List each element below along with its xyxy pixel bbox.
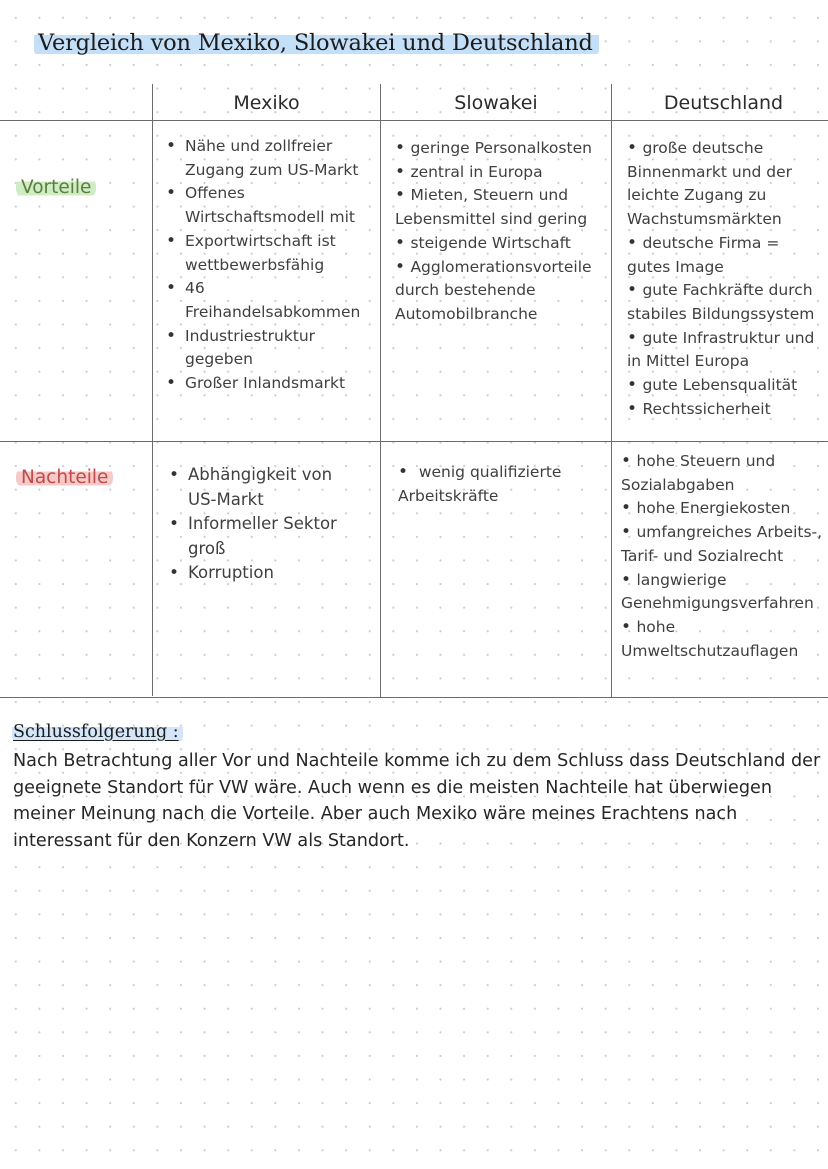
list-item: • wenig qualifizierte Arbeitskräfte [398, 462, 562, 505]
conclusion-heading: Schlussfolgerung : [12, 722, 183, 742]
table-divider-bottom [0, 697, 828, 698]
list-item: • Informeller Sektor groß [167, 512, 348, 561]
pros-list-deutschland [627, 137, 825, 421]
table-column-divider [611, 84, 612, 698]
list-item: • hohe Umweltschutzauflagen [621, 616, 799, 660]
list-item: • langwierige Genehmigungsverfahren [621, 569, 814, 613]
list-item: • Nähe und zollfreier Zugang zum US-Markt [164, 135, 378, 182]
row-label-pros: Vorteile [16, 177, 96, 198]
list-item: • große deutsche Binnenmarkt und der leichte Zugang zu Wachstumsmärkten [627, 138, 793, 229]
pros-list-slowakei [395, 137, 609, 327]
list-item: • Abhängigkeit von US-Markt [167, 463, 348, 512]
page-title: Vergleich von Mexiko, Slowakei und Deutschland [34, 30, 599, 56]
list-item: • gute Fachkräfte durch stabiles Bildungssystem [627, 280, 815, 323]
column-header-slowakei: Slowakei [454, 92, 538, 114]
list-item: • 46 Freihandelsabkommen [164, 277, 335, 324]
conclusion-text: Nach Betrachtung aller Vor und Nachteile komme ich zu dem Schluss dass Deutschland der geeignete Standort für VW wäre. Auch wenn es die meisten Nachteile hat überwiegen meiner Meinung nach die Vorteile. Aber auch Mexiko wäre meines Erachtens nach interessant für den Konzern VW als Standort. [13, 751, 821, 851]
pros-list-mexiko [164, 135, 378, 396]
list-item: • Korruption [167, 561, 367, 586]
list-item: • umfangreiches Arbeits-, Tarif- und Sozialrecht [621, 522, 823, 565]
column-header-mexiko: Mexiko [233, 92, 300, 114]
list-item: • gute Infrastruktur und in Mittel Europa [627, 327, 815, 371]
list-item: • steigende Wirtschaft [395, 232, 571, 253]
list-item: • Rechtssicherheit [627, 398, 771, 419]
table-divider-rows [0, 441, 828, 442]
list-item: • hohe Steuern und Sozialabgaben [621, 451, 776, 494]
cons-list-deutschland [621, 450, 825, 663]
column-header-deutschland: Deutschland [663, 92, 784, 114]
list-item: • Exportwirtschaft ist wettbewerbsfähig [164, 230, 378, 277]
list-item: • zentral in Europa [395, 161, 543, 182]
list-item: • Agglomerationsvorteile durch bestehende Automobilbranche [395, 256, 592, 323]
list-item: • Offenes Wirtschaftsmodell mit [164, 182, 378, 229]
table-divider-header [0, 120, 828, 121]
list-item: • Mieten, Steuern und Lebensmittel sind gering [395, 185, 588, 229]
table-column-divider [380, 84, 381, 698]
row-label-cons: Nachteile [16, 467, 113, 488]
cons-list-mexiko [167, 463, 367, 586]
list-item: • gute Lebensqualität [627, 375, 798, 396]
list-item: • Großer Inlandsmarkt [164, 372, 378, 396]
table-column-divider [152, 84, 153, 696]
list-item: • Industriestruktur gegeben [164, 325, 325, 372]
list-item: • deutsche Firma = gutes Image [627, 232, 780, 276]
list-item: • hohe Energiekosten [621, 498, 791, 519]
list-item: • geringe Personalkosten [395, 138, 592, 158]
cons-list-slowakei [398, 461, 568, 508]
